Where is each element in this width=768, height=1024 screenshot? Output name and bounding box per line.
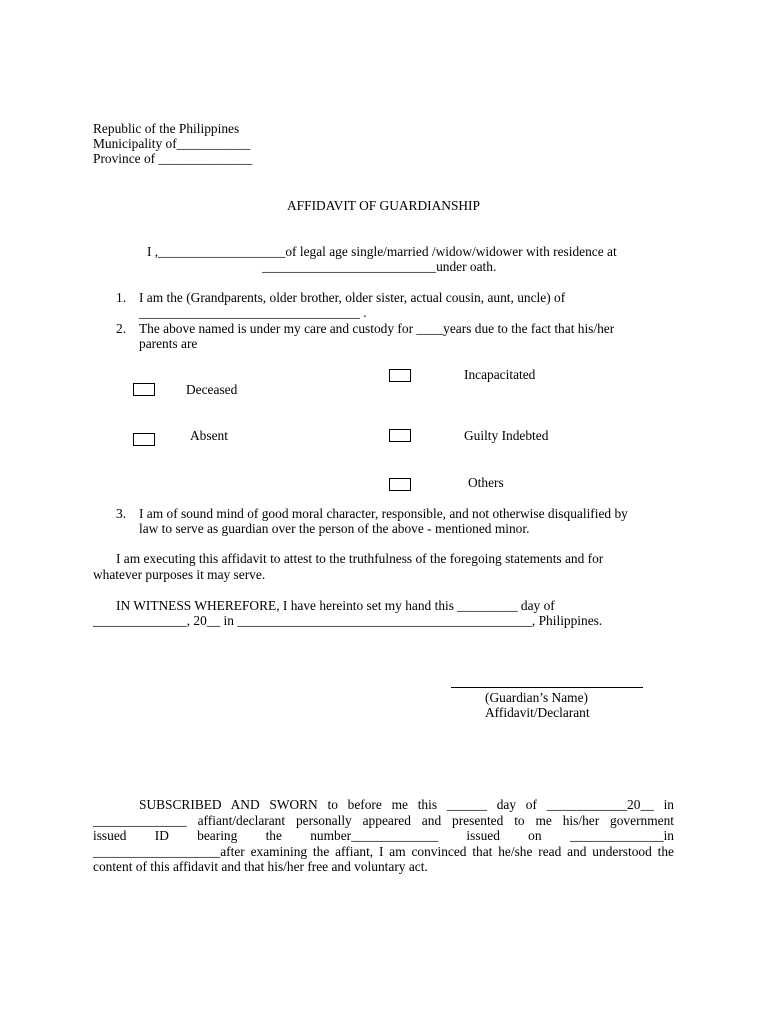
intro-line-1: I ,___________________of legal age single/married /widow/widower with residence at	[147, 244, 617, 259]
item-2-line-1: The above named is under my care and custody for ____years due to the fact that his/her	[139, 321, 615, 336]
jurat-line-4: ___________________after examining the affiant, I am convinced that he/she read and understood the	[93, 844, 674, 859]
jurat-line-5: content of this affidavit and that his/her free and voluntary act.	[93, 859, 428, 874]
checkbox-guilty-indebted[interactable]	[389, 429, 411, 442]
checkbox-absent[interactable]	[133, 433, 155, 446]
item-1-line-2: _________________________________ .	[139, 305, 367, 320]
jurat-line-3: issued ID bearing the number_____________ issued on ______________in	[93, 828, 674, 843]
label-absent: Absent	[190, 428, 228, 443]
item-1-number: 1.	[116, 290, 127, 305]
checkbox-incapacitated[interactable]	[389, 369, 411, 382]
item-2-line-2: parents are	[139, 336, 198, 351]
label-incapacitated: Incapacitated	[464, 367, 536, 382]
item-2-number: 2.	[116, 321, 127, 336]
jurat-line-2: ______________ affiant/declarant personally appeared and presented to me his/her government	[93, 813, 674, 828]
executing-line-2: whatever purposes it may serve.	[93, 567, 266, 582]
label-guilty-indebted: Guilty Indebted	[464, 428, 549, 443]
jurat-line-1: SUBSCRIBED AND SWORN to before me this ______ day of ____________20__ in	[139, 797, 674, 812]
item-3-line-2: law to serve as guardian over the person of the above - mentioned minor.	[139, 521, 530, 536]
item-3-line-1: I am of sound mind of good moral character, responsible, and not otherwise disqualified by	[139, 506, 628, 521]
label-deceased: Deceased	[186, 382, 238, 397]
header-republic: Republic of the Philippines	[93, 121, 240, 136]
header-province: Province of ______________	[93, 151, 253, 166]
executing-line-1: I am executing this affidavit to attest to the truthfulness of the foregoing statements and for	[116, 551, 604, 566]
header-municipality: Municipality of___________	[93, 136, 251, 151]
label-others: Others	[468, 475, 504, 490]
signature-line	[451, 687, 643, 688]
intro-line-2: __________________________under oath.	[262, 259, 497, 274]
item-1-line-1: I am the (Grandparents, older brother, older sister, actual cousin, aunt, uncle) of	[139, 290, 566, 305]
guardian-name-label: (Guardian’s Name)	[485, 690, 588, 705]
witness-line-1: IN WITNESS WHEREFORE, I have hereinto set my hand this _________ day of	[116, 598, 555, 613]
witness-line-2: ______________, 20__ in ____________________________________________, Philippines.	[93, 613, 603, 628]
declarant-label: Affidavit/Declarant	[485, 705, 590, 720]
document-title: AFFIDAVIT OF GUARDIANSHIP	[287, 198, 480, 213]
checkbox-others[interactable]	[389, 478, 411, 491]
checkbox-deceased[interactable]	[133, 383, 155, 396]
item-3-number: 3.	[116, 506, 127, 521]
